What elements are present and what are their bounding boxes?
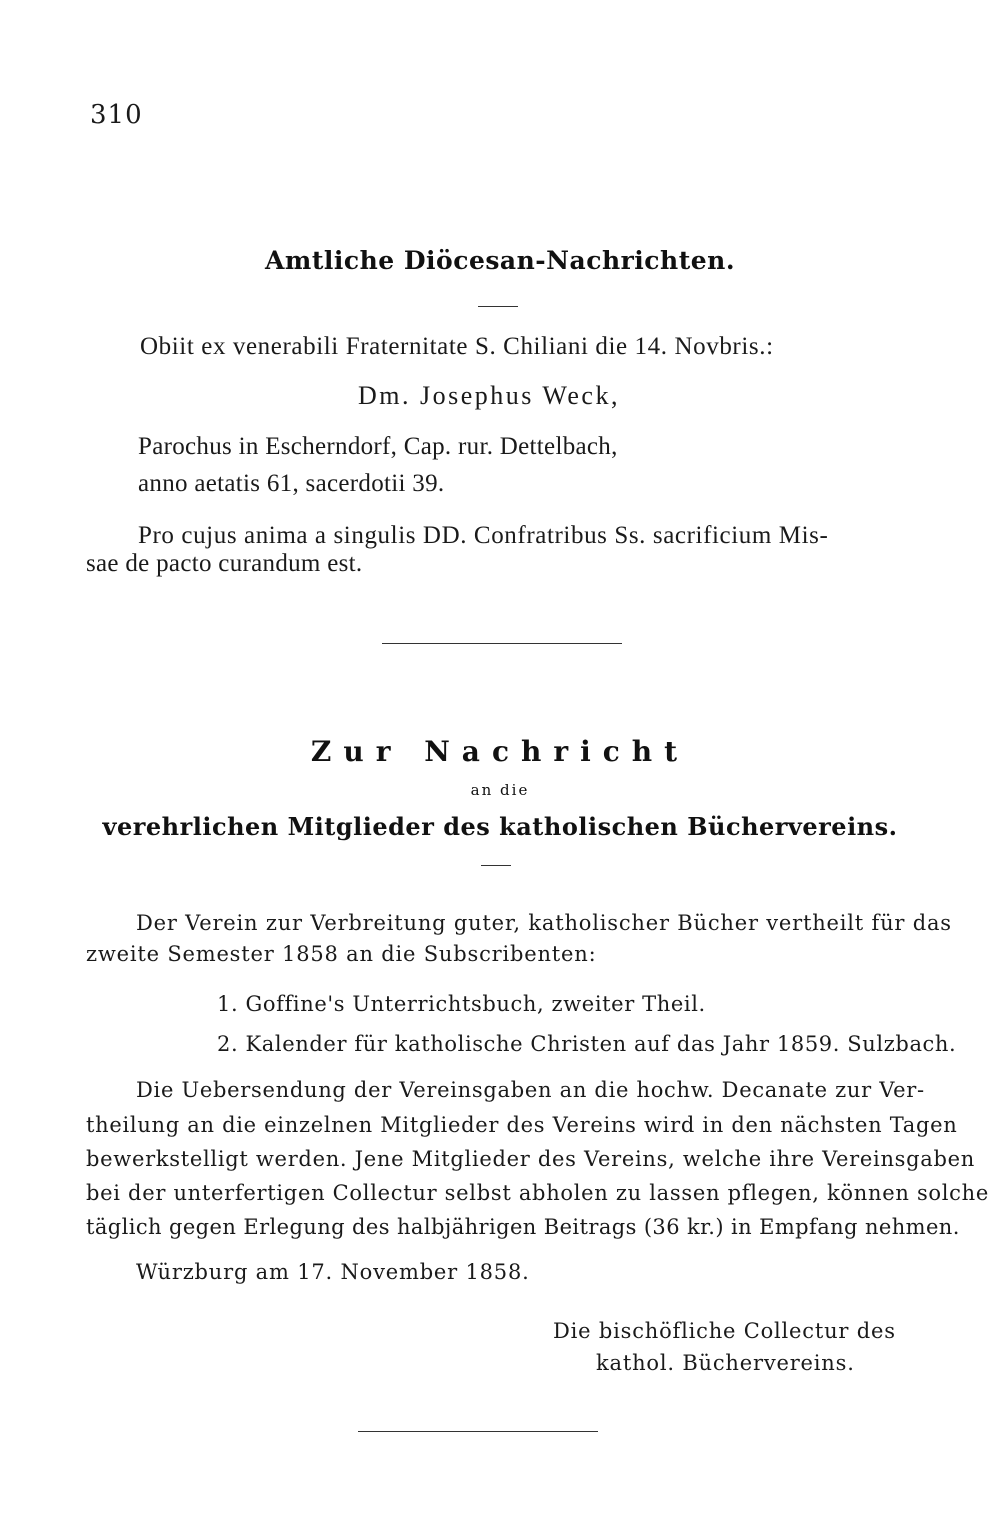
obit-prayer-line1: Pro cujus anima a singulis DD. Confratribus Ss. sacrificium Mis-: [138, 522, 829, 549]
section1-title: Amtliche Diöcesan-Nachrichten.: [264, 246, 736, 275]
signature-line1: Die bischöfliche Collectur des: [553, 1319, 896, 1343]
obit-age: anno aetatis 61, sacerdotii 39.: [138, 470, 445, 497]
body-line: täglich gegen Erlegung des halbjährigen Beitrags (36 kr.) in Empfang nehmen.: [86, 1215, 960, 1239]
list-item: 1. Goffine's Unterrichtsbuch, zweiter Theil.: [217, 992, 706, 1016]
intro-line2: zweite Semester 1858 an die Subscribenten:: [86, 942, 597, 966]
title-divider: [478, 306, 518, 307]
body-line: Die Uebersendung der Vereinsgaben an die hochw. Decanate zur Ver-: [136, 1078, 925, 1102]
end-divider: [358, 1431, 598, 1432]
body-line: theilung an die einzelnen Mitglieder des Vereins wird in den nächsten Tagen: [86, 1113, 958, 1137]
title-divider: [481, 865, 511, 866]
section-divider: [382, 643, 622, 644]
page-number: 310: [90, 100, 143, 130]
section2-title: Zur Nachricht: [310, 735, 690, 768]
body-line: bei der unterfertigen Collectur selbst abholen zu lassen pflegen, können solche: [86, 1181, 989, 1205]
obit-prayer-line2: sae de pacto curandum est.: [86, 550, 363, 577]
obit-parochus: Parochus in Escherndorf, Cap. rur. Dettelbach,: [138, 433, 618, 460]
signature-line2: kathol. Büchervereins.: [596, 1351, 855, 1375]
obit-name: Dm. Josephus Weck,: [358, 381, 620, 410]
list-item: 2. Kalender für katholische Christen auf das Jahr 1859. Sulzbach.: [217, 1032, 957, 1056]
obit-announcement: Obiit ex venerabili Fraternitate S. Chiliani die 14. Novbris.:: [140, 333, 774, 360]
section2-subtitle: an die: [470, 781, 530, 799]
intro-line1: Der Verein zur Verbreitung guter, katholischer Bücher vertheilt für das: [136, 911, 952, 935]
section2-title-line2: verehrlichen Mitglieder des katholischen Büchervereins.: [102, 812, 898, 841]
date-line: Würzburg am 17. November 1858.: [136, 1260, 530, 1284]
body-line: bewerkstelligt werden. Jene Mitglieder des Vereins, welche ihre Vereinsgaben: [86, 1147, 976, 1171]
